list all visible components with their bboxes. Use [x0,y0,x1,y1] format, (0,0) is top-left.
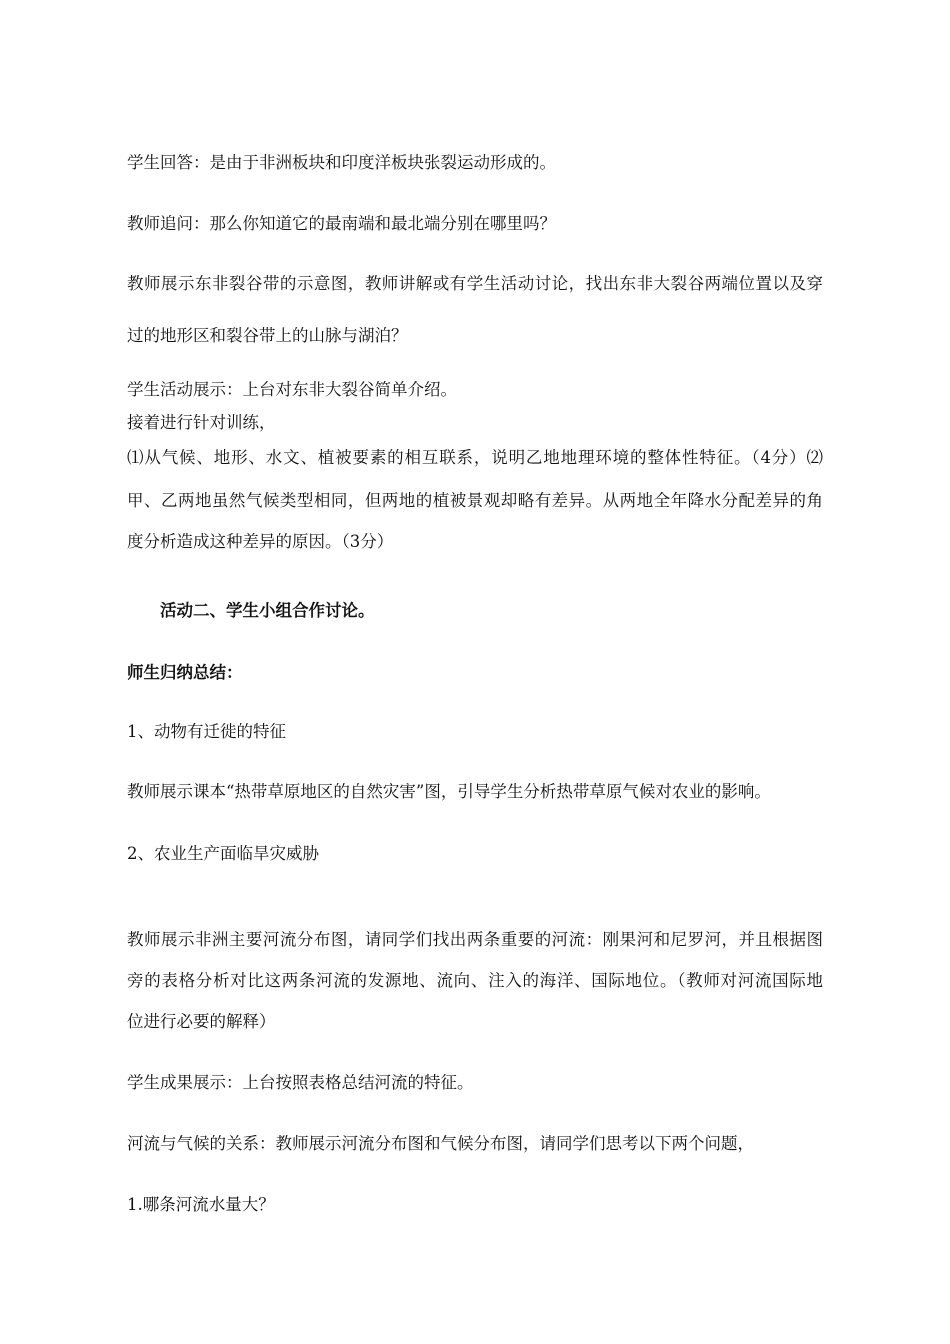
paragraph-question-2-line1: 甲、乙两地虽然气候类型相同，但两地的植被景观却略有差异。从两地全年降水分配差异的角 [127,491,823,510]
paragraph-student-answer: 学生回答：是由于非洲板块和印度洋板块张裂运动形成的。 [127,153,556,172]
list-item-2: 2、农业生产面临旱灾威胁 [127,844,319,863]
paragraph-teacher-question: 教师追问：那么你知道它的最南端和最北端分别在哪里吗？ [127,214,556,233]
paragraph-river-climate: 河流与气候的关系：教师展示河流分布图和气候分布图，请同学们思考以下两个问题， [127,1134,754,1153]
paragraph-student-results: 学生成果展示：上台按照表格总结河流的特征。 [127,1073,474,1092]
heading-summary: 师生归纳总结： [127,663,243,682]
list-item-1: 1、动物有迁徙的特征 [127,722,286,741]
paragraph-rivers-line3: 位进行必要的解释） [127,1012,276,1031]
paragraph-teacher-show-rift-line2: 过的地形区和裂谷带上的山脉与湖泊？ [127,326,408,345]
heading-activity-two: 活动二、学生小组合作讨论。 [160,601,375,620]
paragraph-teacher-show-textbook: 教师展示课本“热带草原地区的自然灾害”图，引导学生分析热带草原气候对农业的影响。 [127,782,771,801]
paragraph-teacher-show-rift-line1: 教师展示东非裂谷带的示意图，教师讲解或有学生活动讨论，找出东非大裂谷两端位置以及穿 [127,274,823,293]
paragraph-question-1: ⑴从气候、地形、水文、植被要素的相互联系，说明乙地地理环境的整体性特征。（4分）⑵ [127,448,823,467]
question-item-1: 1.哪条河流水量大？ [127,1195,275,1214]
paragraph-student-activity: 学生活动展示：上台对东非大裂谷简单介绍。 [127,380,457,399]
paragraph-rivers-line2: 旁的表格分析对比这两条河流的发源地、流向、注入的海洋、国际地位。（教师对河流国际地 [127,971,823,990]
paragraph-rivers-line1: 教师展示非洲主要河流分布图，请同学们找出两条重要的河流：刚果河和尼罗河，并且根据图 [127,930,823,949]
paragraph-question-2-line2: 度分析造成这种差异的原因。（3分） [127,532,394,551]
paragraph-training-intro: 接着进行针对训练， [127,413,276,432]
